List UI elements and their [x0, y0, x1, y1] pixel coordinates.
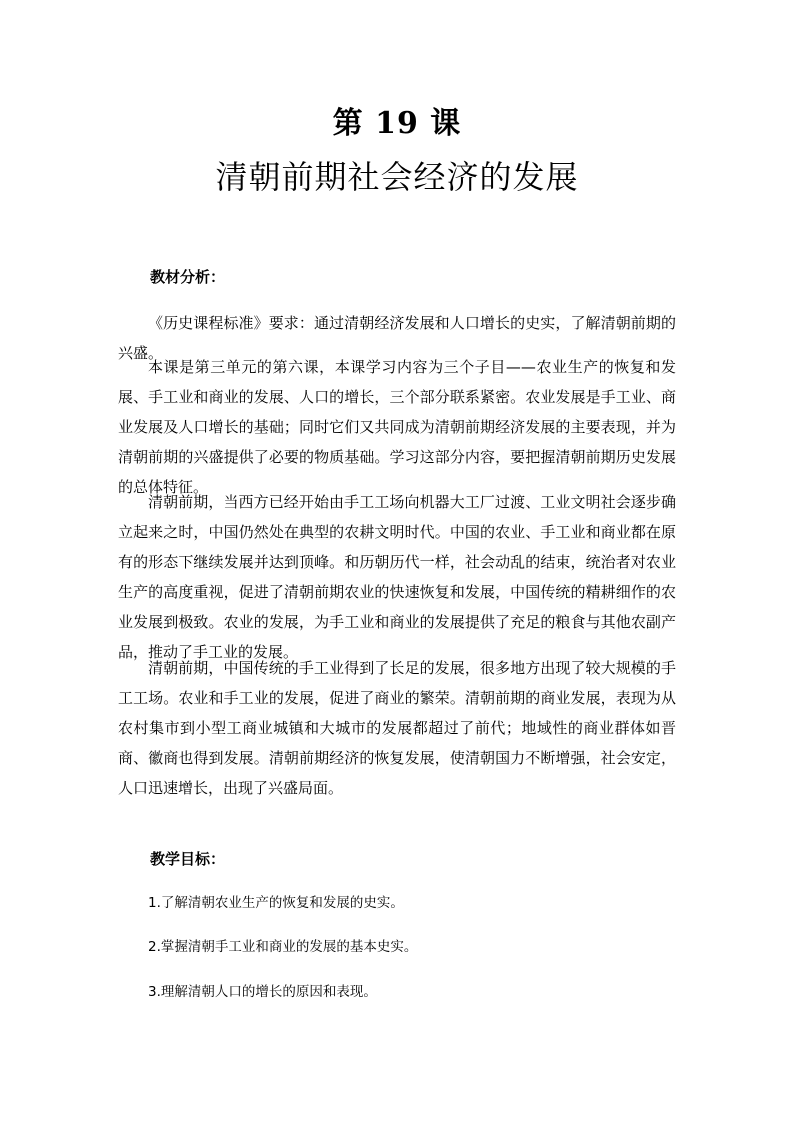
- goal-item-1: 1.了解清朝农业生产的恢复和发展的史实。: [148, 895, 404, 911]
- analysis-heading: 教材分析：: [150, 268, 226, 286]
- lesson-number: 第 19 课: [332, 106, 462, 141]
- lesson-title: 清朝前期社会经济的发展: [215, 158, 579, 196]
- goals-heading: 教学目标：: [150, 850, 226, 868]
- goal-item-3: 3.理解清朝人口的增长的原因和表现。: [148, 984, 377, 1000]
- analysis-paragraph-1: 《历史课程标准》要求：通过清朝经济发展和人口增长的史实，了解清朝前期的兴盛。: [118, 314, 676, 362]
- analysis-paragraph-2: 本课是第三单元的第六课，本课学习内容为三个子目——农业生产的恢复和发展、手工业和商业的发展、人口的增长，三个部分联系紧密。农业发展是手工业、商业发展及人口增长的基础；同时它们又共同成为清朝前期经济发展的主要表现，并为清朝前期的兴盛提供了必要的物质基础。学习这部分内容，要把握清朝前期历史发展的总体特征。: [118, 358, 676, 496]
- analysis-paragraph-3: 清朝前期，当西方已经开始由手工工场向机器大工厂过渡、工业文明社会逐步确立起来之时，中国仍然处在典型的农耕文明时代。中国的农业、手工业和商业都在原有的形态下继续发展并达到顶峰。和历朝历代一样，社会动乱的结束，统治者对农业生产的高度重视，促进了清朝前期农业的快速恢复和发展，中国传统的精耕细作的农业发展到极致。农业的发展，为手工业和商业的发展提供了充足的粮食与其他农副产品，推动了手工业的发展。: [118, 493, 676, 661]
- analysis-paragraph-4: 清朝前期，中国传统的手工业得到了长足的发展，很多地方出现了较大规模的手工工场。农业和手工业的发展，促进了商业的繁荣。清朝前期的商业发展，表现为从农村集市到小型工商业城镇和大城市的发展都超过了前代；地域性的商业群体如晋商、徽商也得到发展。清朝前期经济的恢复发展，使清朝国力不断增强，社会安定，人口迅速增长，出现了兴盛局面。: [118, 659, 676, 797]
- goal-item-2: 2.掌握清朝手工业和商业的发展的基本史实。: [148, 939, 418, 955]
